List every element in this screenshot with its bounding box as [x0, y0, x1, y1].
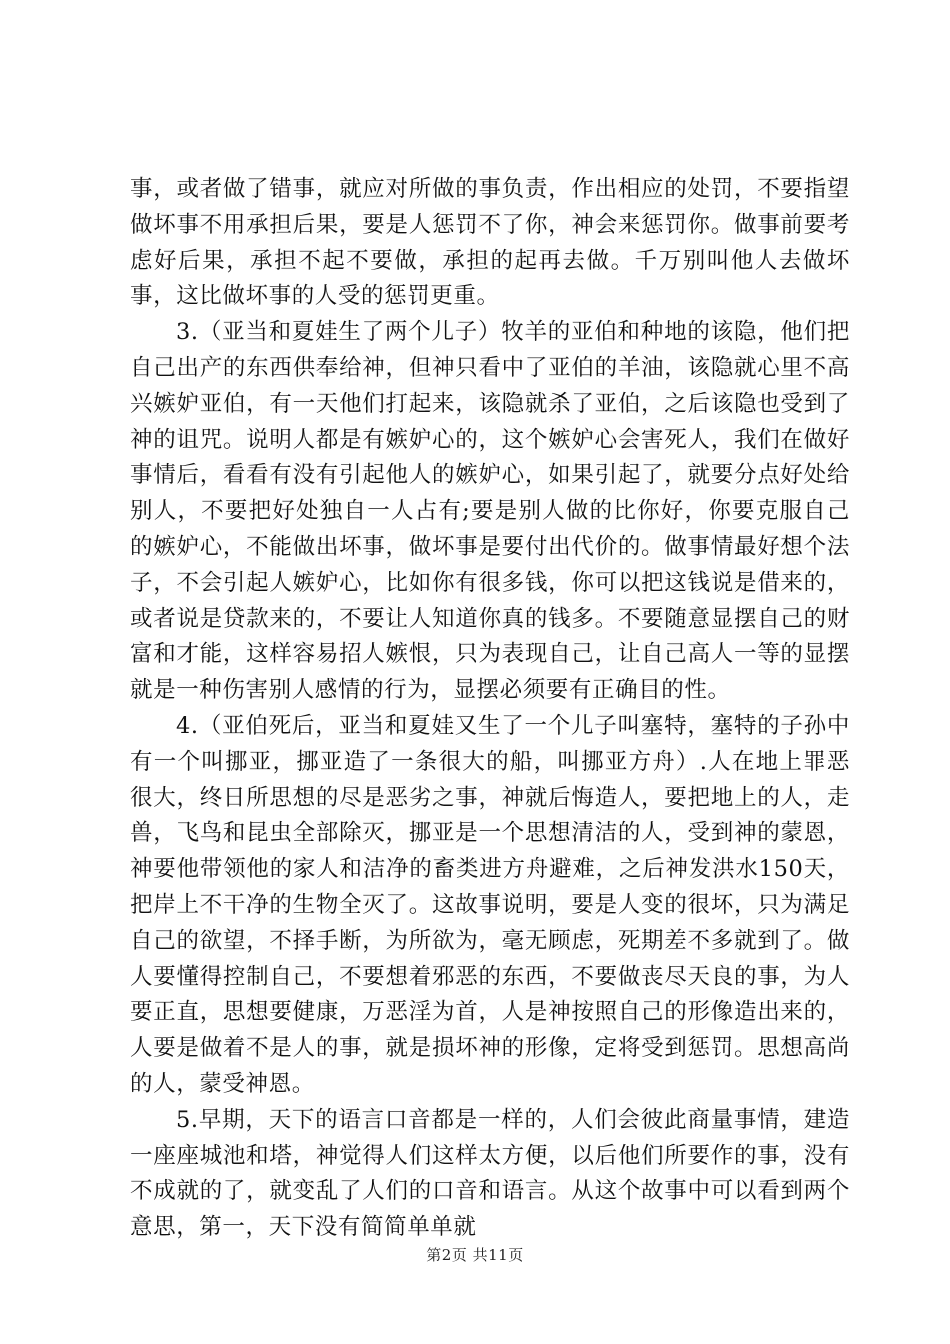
document-body — [130, 172, 850, 1246]
page-number-footer: 第2页 共11页 — [426, 1246, 524, 1264]
paragraph-item-5: 5.早期，天下的语言口音都是一样的，人们会彼此商量事情，建造一座座城池和塔，神觉得人们这样太方便，以后他们所要作的事，没有不成就的了，就变乱了人们的口音和语言。从这个故事中可以看到两个意思，第一，天下没有简简单单就 — [130, 1106, 850, 1241]
paragraph-item-3: 3.（亚当和夏娃生了两个儿子）牧羊的亚伯和种地的该隐，他们把自己出产的东西供奉给神，但神只看中了亚伯的羊油，该隐就心里不高兴嫉妒亚伯，有一天他们打起来，该隐就杀了亚伯，之后该隐也受到了神的诅咒。说明人都是有嫉妒心的，这个嫉妒心会害死人，我们在做好事情后，看看有没有引起他人的嫉妒心，如果引起了，就要分点好处给别人，不要把好处独自一人占有;要是别人做的比你好，你要克服自己的嫉妒心，不能做出坏事，做坏事是要付出代价的。做事情最好想个法子，不会引起人嫉妒心，比如你有很多钱，你可以把这钱说是借来的，或者说是贷款来的，不要让人知道你真的钱多。不要随意显摆自己的财富和才能，这样容易招人嫉恨，只为表现自己，让自己高人一等的显摆就是一种伤害别人感情的行为，显摆必须要有正确目的性。 — [130, 319, 850, 704]
paragraph-item-4: 4.（亚伯死后，亚当和夏娃又生了一个儿子叫塞特，塞特的子孙中有一个叫挪亚，挪亚造了一条很大的船，叫挪亚方舟）.人在地上罪恶很大，终日所思想的尽是恶劣之事，神就后悔造人，要把地上的人，走兽，飞鸟和昆虫全部除灭，挪亚是一个思想清洁的人，受到神的蒙恩，神要他带领他的家人和洁净的畜类进方舟避难，之后神发洪水150天，把岸上不干净的生物全灭了。这故事说明，要是人变的很坏，只为满足自己的欲望，不择手断，为所欲为，毫无顾虑，死期差不多就到了。做人要懂得控制自己，不要想着邪恶的东西，不要做丧尽天良的事，为人要正直，思想要健康，万恶淫为首，人是神按照自己的形像造出来的，人要是做着不是人的事，就是损坏神的形像，定将受到惩罚。思想高尚的人，蒙受神恩。 — [130, 712, 850, 1097]
paragraph-continuation: 事，或者做了错事，就应对所做的事负责，作出相应的处罚，不要指望做坏事不用承担后果，要是人惩罚不了你，神会来惩罚你。做事前要考虑好后果，承担不起不要做，承担的起再去做。千万别叫他人去做坏事，这比做坏事的人受的惩罚更重。 — [130, 176, 850, 310]
